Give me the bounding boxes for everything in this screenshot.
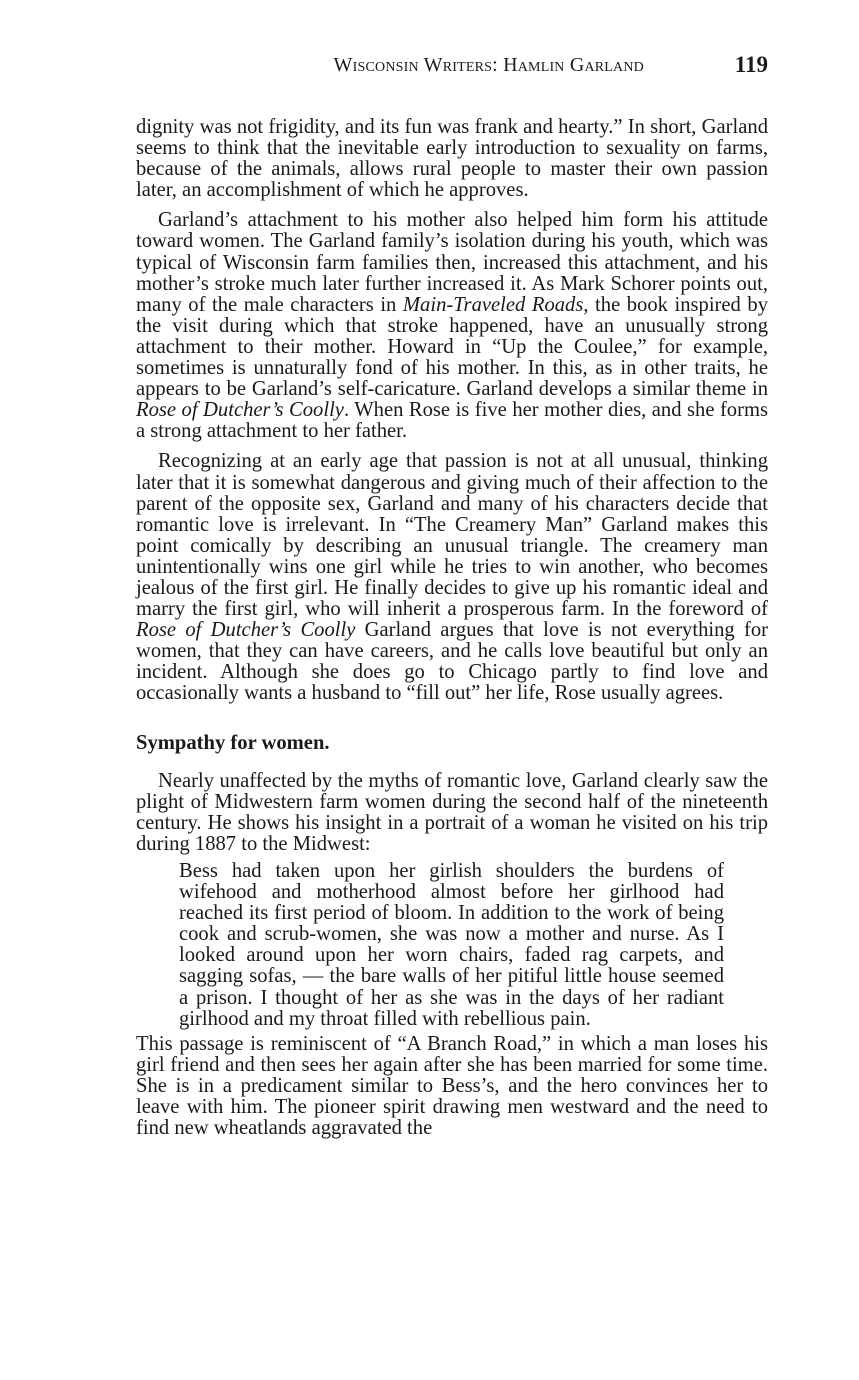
book-title-rose-of-dutchers-coolly: Rose of Dutcher’s Coolly — [136, 619, 356, 642]
paragraph-sympathy: Nearly unaffected by the myths of romantic love, Garland clearly saw the plight of Midwestern farm women during the second half of the nineteenth century. He shows his insight in a portrait of a woman he visited on his trip during 1887 to the Midwest: — [136, 769, 768, 855]
book-title-main-traveled-roads: Main-Traveled Roads — [402, 293, 584, 316]
text-run: Garland argues that love is not everything for women, that they can have careers, and he calls love beautiful but only an incident. Although she does go to Chicago partly to find love and occasionally wants a husband to “fill out” her life, Rose usually agrees. — [136, 619, 768, 705]
book-title-rose-of-dutchers-coolly: Rose of Dutcher’s Coolly — [136, 399, 344, 422]
page-number: 119 — [734, 52, 768, 77]
paragraph-mother-attachment — [136, 210, 768, 442]
running-head: Wisconsin Writers: Hamlin Garland — [333, 54, 644, 76]
paragraph-branch-road: This passage is reminiscent of “A Branch Road,” in which a man loses his girl friend and then sees her again after she has been married for some time. She is in a predicament similar to Bess’s, and the hero convinces her to leave with him. The pioneer spirit drawing men westward and the need to find new wheatlands aggravated the — [136, 1032, 768, 1140]
page-body — [136, 117, 768, 1139]
block-quote: Bess had taken upon her girlish shoulders the burdens of wifehood and motherhood almost before her girlhood had reached its first period of bloom. In addition to the work of being cook and scrub-women, she was now a mother and nurse. As I looked around upon her worn chairs, faded rag carpets, and sagging sofas, — the bare walls of her pitiful little house seemed a prison. I thought of her as she was in the days of her radiant girlhood and my throat filled with rebellious pain. — [179, 860, 724, 1030]
text-run: Recognizing at an early age that passion is not at all unusual, thinking later that it is somewhat dangerous and giving much of their affection to the parent of the opposite sex, Garland and many of his characters decide that romantic love is irrelevant. In “The Creamery Man” Garland makes this point comically by describing an unusual triangle. The creamery man unintentionally wins one girl while he tries to win another, who becomes jealous of the first girl. He finally decides to give up his romantic ideal and marry the first girl, who will inherit a prosperous farm. In the foreword of — [136, 450, 768, 621]
section-heading: Sympathy for women. — [136, 731, 330, 754]
text-run: Garland’s attachment to his mother also helped him form his attitude toward women. The Garland family’s isolation during his youth, which was typical of Wisconsin farm families then, increased this attachment, and his mother’s stroke much later further increased it. As Mark Schorer points out, many of the male characters in — [136, 209, 768, 316]
paragraph-continued: dignity was not frigidity, and its fun was frank and hearty.” In short, Garland seems to think that the inevitable early introduction to sexuality on farms, because of the animals, allows rural people to master their own passion later, an accomplishment of which he approves. — [136, 116, 768, 202]
text-run: , the book inspired by the visit during which that stroke happened, have an unusually strong attachment to their mother. Howard in “Up the Coulee,” for example, sometimes is unnaturally fond of his mother. In this, as in other traits, he appears to be Garland’s self-caricature. Garland develops a similar theme in — [136, 293, 769, 401]
paragraph-romantic-love — [136, 451, 768, 704]
text-run: . When Rose is five her mother dies, and she forms a strong attachment to her father. — [136, 399, 768, 443]
page-header — [136, 52, 768, 82]
